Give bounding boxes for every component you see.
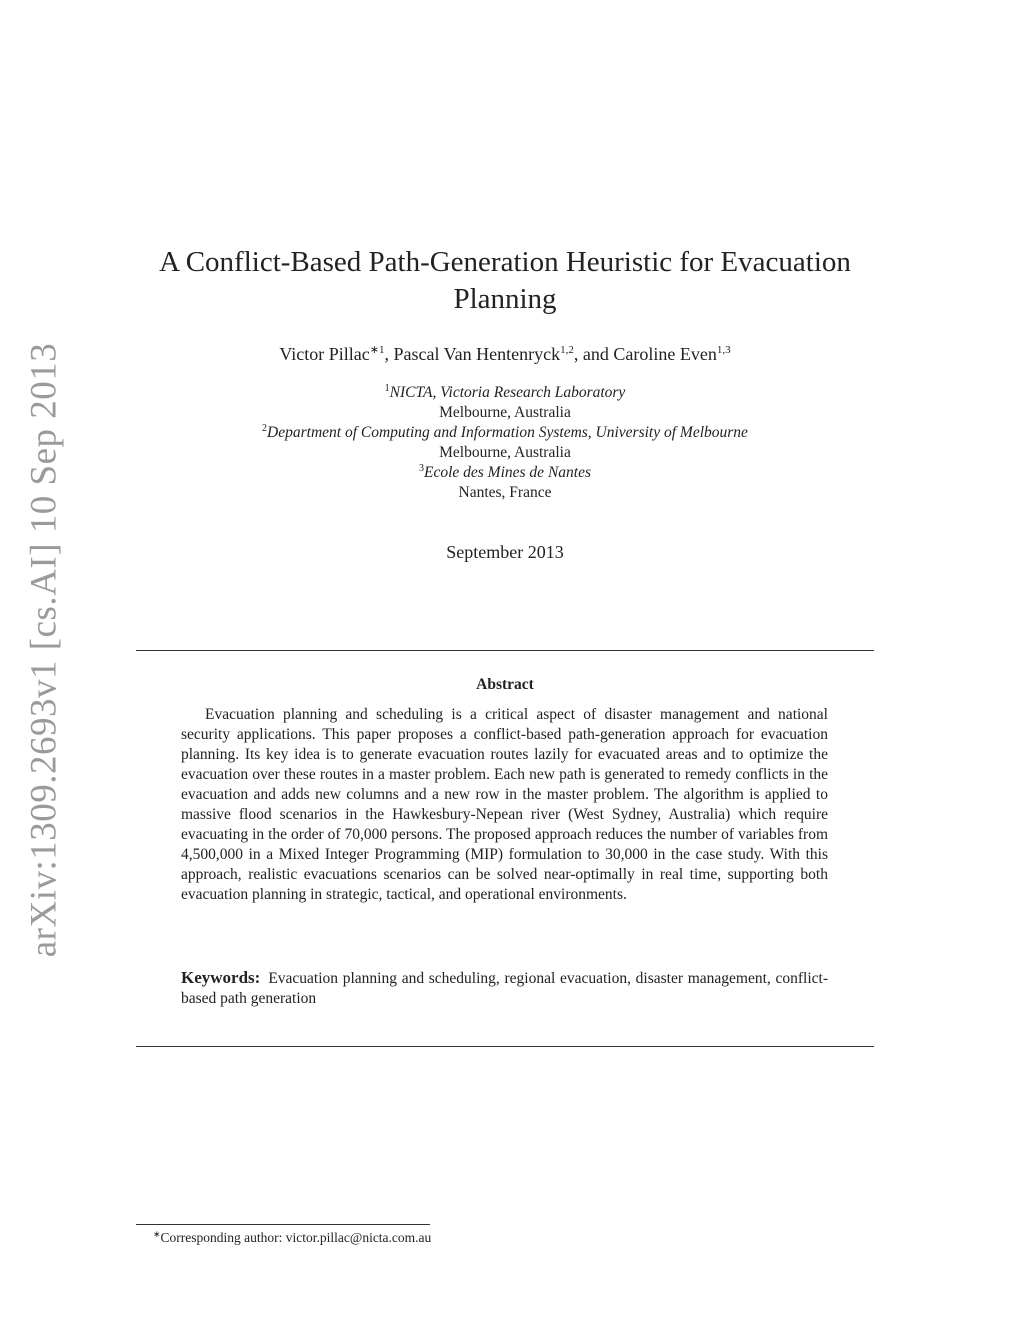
author-name: Victor Pillac <box>279 344 370 364</box>
author-marks: 1,3 <box>716 344 731 356</box>
abstract-bottom-rule <box>136 1046 874 1047</box>
author-marks: ∗1 <box>369 344 385 356</box>
author-marks: 1,2 <box>560 344 574 356</box>
affiliation-name <box>140 383 870 403</box>
keywords-text: Evacuation planning and scheduling, regional evacuation, disaster management, conflict-based path generation <box>181 970 828 1007</box>
author-name: Caroline Even <box>613 344 717 364</box>
affiliation-mark: 2 <box>262 423 268 434</box>
affiliation-location: Melbourne, Australia <box>439 444 571 461</box>
abstract-top-rule <box>136 650 874 651</box>
affiliation-mark: 1 <box>384 383 390 394</box>
affiliation-name <box>140 423 870 443</box>
footnote-text: Corresponding author: victor.pillac@nicta.com.au <box>160 1230 432 1245</box>
title-line-1: A Conflict-Based Path-Generation Heuristic for Evacuation <box>159 246 851 278</box>
arxiv-identifier: arXiv:1309.2693v1 [cs.AI] 10 Sep 2013 <box>23 342 65 958</box>
title-line-2: Planning <box>453 283 557 315</box>
affiliation-location: Nantes, France <box>458 484 552 501</box>
affiliation-name <box>140 463 870 483</box>
author-separator: , and <box>573 344 614 364</box>
publication-date: September 2013 <box>446 542 564 562</box>
affiliation-location: Melbourne, Australia <box>439 404 571 421</box>
footnote-mark: ∗ <box>153 1229 161 1239</box>
affiliation-mark: 3 <box>418 463 424 474</box>
affiliation-text: Department of Computing and Information Systems, University of Melbourne <box>267 424 748 441</box>
keywords-block <box>181 968 828 1009</box>
abstract-text: Evacuation planning and scheduling is a critical aspect of disaster management and national security applications. This paper proposes a conflict-based path-generation approach for evacuation planning. Its key idea is to generate evacuation routes lazily for evacuated areas and to optimize the evacuation over these routes in a master problem. Each new path is generated to remedy conflicts in the evacuation and adds new columns and a new row in the master problem. The algorithm is applied to massive flood scenarios in the Hawkesbury-Nepean river (West Sydney, Australia) which require evacuating in the order of 70,000 persons. The proposed approach reduces the number of variables from 4,500,000 in a Mixed Integer Programming (MIP) formulation to 30,000 in the case study. With this approach, realistic evacuations scenarios can be solved near-optimally in real time, supporting both evacuation planning in strategic, tactical, and operational environments. <box>181 706 828 903</box>
paper-title <box>140 244 870 318</box>
affiliation-text: Ecole des Mines de Nantes <box>423 464 591 481</box>
affiliation-list <box>140 383 870 503</box>
affiliation-text: NICTA, Victoria Research Laboratory <box>389 384 626 401</box>
footnote-rule <box>136 1224 430 1225</box>
footnote <box>153 1230 431 1246</box>
keywords-label: Keywords: <box>181 968 261 987</box>
author-separator: , <box>384 344 394 364</box>
author-list <box>140 342 870 366</box>
author-name: Pascal Van Hentenryck <box>393 344 561 364</box>
abstract-heading: Abstract <box>476 676 534 693</box>
